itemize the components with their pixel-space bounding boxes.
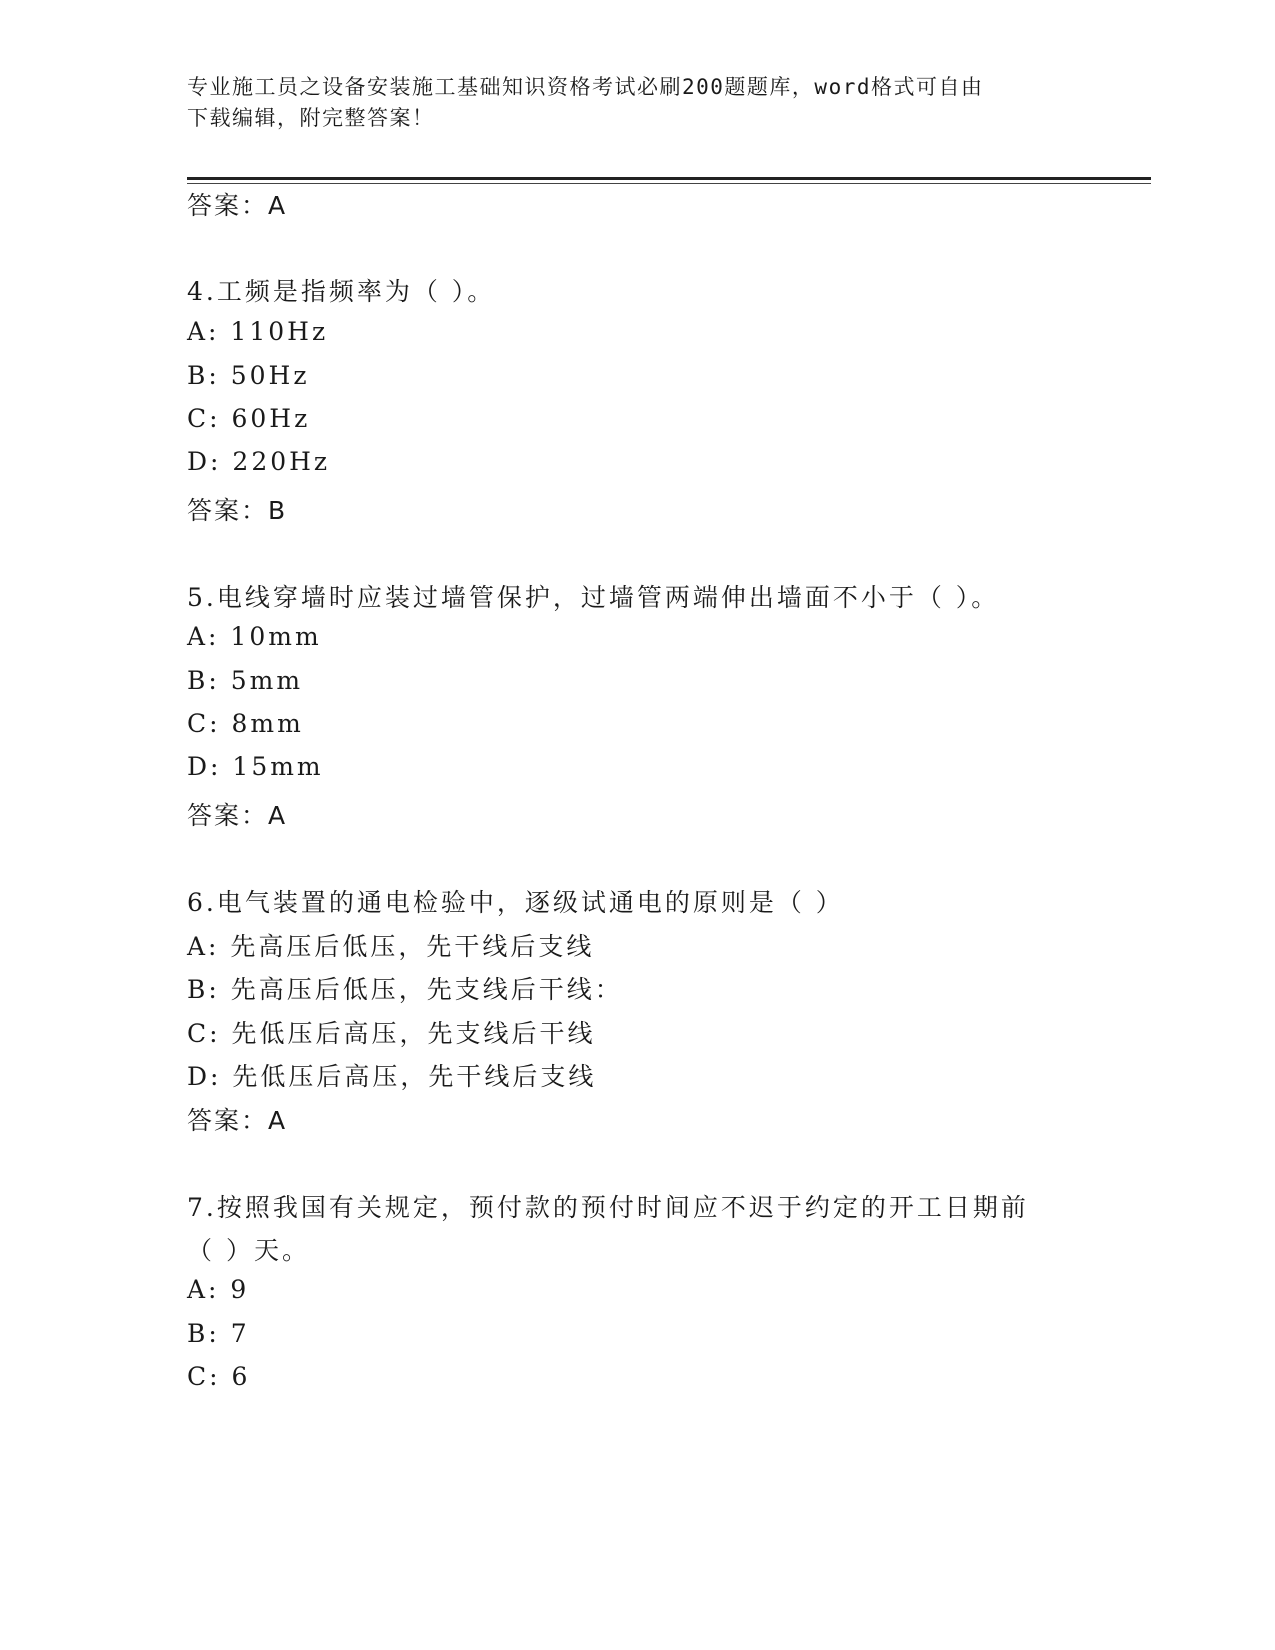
header-line-2: 下载编辑，附完整答案！	[187, 106, 435, 130]
question-7-option-a: A: 9	[187, 1275, 250, 1304]
question-4-option-d: D: 220Hz	[187, 447, 331, 476]
answer-previous: 答案：A	[187, 191, 288, 220]
question-4-option-a: A: 110Hz	[187, 317, 329, 346]
question-4-option-c: C: 60Hz	[187, 404, 311, 433]
question-5-option-b: B: 5mm	[187, 666, 304, 695]
question-5-answer: 答案：A	[187, 801, 288, 830]
question-7-continuation: （ ）天。	[187, 1236, 310, 1265]
question-6-option-a: A: 先高压后低压，先干线后支线	[187, 932, 595, 961]
header-line-1: 专业施工员之设备安装施工基础知识资格考试必刷200题题库，word格式可自由	[187, 75, 984, 99]
question-4: 4.工频是指频率为（ ）。	[187, 277, 496, 306]
question-5-option-c: C: 8mm	[187, 709, 304, 738]
question-7: 7.按照我国有关规定，预付款的预付时间应不迟于约定的开工日期前	[187, 1193, 1029, 1222]
header-divider-thin	[187, 183, 1151, 184]
question-6-option-b: B: 先高压后低压，先支线后干线：	[187, 975, 623, 1004]
question-6-option-d: D: 先低压后高压，先干线后支线	[187, 1062, 597, 1091]
question-5-option-a: A: 10mm	[187, 622, 322, 651]
question-5: 5.电线穿墙时应装过墙管保护，过墙管两端伸出墙面不小于（ ）。	[187, 583, 1000, 612]
question-5-option-d: D: 15mm	[187, 752, 324, 781]
question-4-option-b: B: 50Hz	[187, 361, 310, 390]
question-6: 6.电气装置的通电检验中，逐级试通电的原则是（ ）	[187, 888, 844, 917]
question-7-option-b: B: 7	[187, 1319, 250, 1348]
question-4-answer: 答案：B	[187, 496, 288, 525]
question-7-option-c: C: 6	[187, 1362, 251, 1391]
header-divider-thick	[187, 177, 1151, 180]
document-header	[187, 72, 1077, 134]
question-6-answer: 答案：A	[187, 1106, 288, 1135]
question-6-option-c: C: 先低压后高压，先支线后干线	[187, 1019, 596, 1048]
